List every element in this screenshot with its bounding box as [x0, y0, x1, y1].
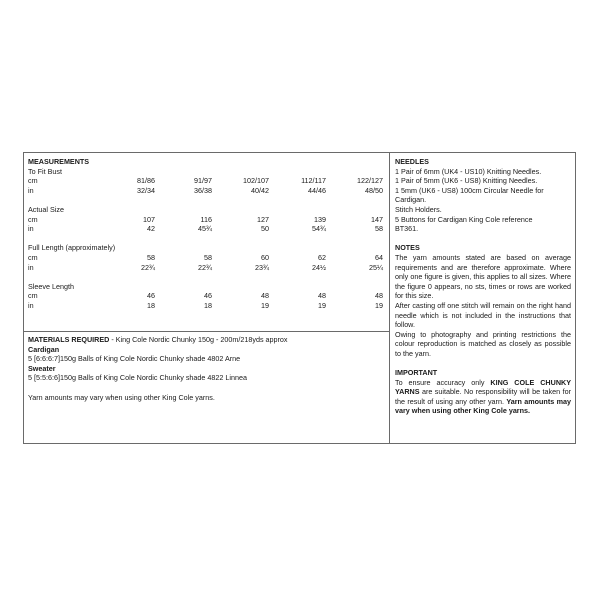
row-value: 36/38: [194, 185, 212, 195]
row-value: 48: [261, 291, 269, 301]
row-value: 58: [147, 252, 155, 262]
measurements-section: [28, 157, 384, 311]
row-label: in: [28, 185, 34, 195]
row-label: cm: [28, 291, 38, 301]
row-value: 45¾: [198, 224, 212, 234]
measurement-group-full-length: [28, 243, 384, 272]
notes-title: NOTES: [395, 243, 420, 253]
measurement-group-sleeve-length: [28, 282, 384, 311]
measurement-row: [28, 253, 384, 263]
notes-paragraph: After casting off one stitch will remain on the right hand needle which is not included in the instructions that follow.: [395, 300, 571, 330]
row-divider: [24, 331, 389, 332]
row-label: in: [28, 224, 34, 234]
measurement-group-actual-size: [28, 205, 384, 234]
needles-line: 1 5mm (UK6 - US8) 100cm Circular Needle for: [395, 185, 544, 195]
row-value: 48: [375, 291, 383, 301]
row-value: 25¼: [369, 262, 383, 272]
important-title: IMPORTANT: [395, 368, 438, 378]
row-value: 40/42: [251, 185, 269, 195]
row-value: 102/107: [243, 176, 269, 186]
cardigan-label: Cardigan: [28, 344, 60, 354]
sweater-text: 5 [5:5:6:6]150g Balls of King Cole Nordic Chunky shade 4822 Linnea: [28, 373, 247, 383]
row-value: 48: [318, 291, 326, 301]
notes-paragraph: The yarn amounts stated are based on average requirements and are therefore approximate. Where only one figure is given, this applies to all sizes. Where the figure 0 appears, no sts, times or rows are worked for this size.: [395, 252, 571, 301]
measurements-title: MEASUREMENTS: [28, 157, 90, 166]
row-value: 42: [147, 224, 155, 234]
row-value: 122/127: [357, 176, 383, 186]
measurement-row: [28, 176, 384, 186]
row-label: in: [28, 262, 34, 272]
measurement-row: [28, 291, 384, 301]
measurement-row: [28, 186, 384, 196]
measurement-group-to-fit-bust: [28, 167, 384, 196]
important-brand: KING COLE CHUNKY YARNS: [395, 377, 571, 397]
row-value: 139: [314, 214, 326, 224]
needles-line: 5 Buttons for Cardigan King Cole reference: [395, 214, 533, 224]
row-value: 46: [147, 291, 155, 301]
notes-paragraph: Owing to photography and printing restrictions the colour reproduction is matched as closely as possible to the yarn.: [395, 329, 571, 358]
measurement-row: [28, 224, 384, 234]
pattern-info-table: [23, 152, 576, 444]
needles-line: Cardigan.: [395, 195, 427, 205]
needles-line: 1 Pair of 6mm (UK4 - US10) Knitting Needles.: [395, 166, 542, 176]
row-value: 127: [257, 214, 269, 224]
measurement-row: [28, 215, 384, 225]
row-value: 58: [204, 252, 212, 262]
materials-note: Yarn amounts may vary when using other King Cole yarns.: [28, 392, 215, 402]
important-warning: Yarn amounts may vary when using other King Cole yarns.: [395, 396, 571, 416]
measurement-row: [28, 263, 384, 273]
row-value: 24½: [312, 262, 326, 272]
row-value: 44/46: [308, 185, 326, 195]
row-value: 46: [204, 291, 212, 301]
row-value: 22¾: [198, 262, 212, 272]
row-value: 22¾: [141, 262, 155, 272]
row-value: 64: [375, 252, 383, 262]
group-title: Actual Size: [28, 204, 64, 214]
row-value: 147: [371, 214, 383, 224]
row-value: 116: [200, 214, 212, 224]
column-divider: [389, 153, 390, 443]
group-title: Sleeve Length: [28, 281, 74, 291]
row-label: cm: [28, 252, 38, 262]
row-value: 19: [375, 300, 383, 310]
row-value: 19: [318, 300, 326, 310]
row-value: 91/97: [194, 176, 212, 186]
row-label: cm: [28, 176, 38, 186]
row-value: 112/117: [301, 176, 326, 186]
needles-title: NEEDLES: [395, 157, 429, 166]
important-text: To ensure accuracy only: [395, 377, 491, 387]
row-value: 18: [204, 300, 212, 310]
materials-heading: [28, 335, 384, 345]
important-text: are suitable. No responsibility will be taken for the result of using any other yarn.: [395, 387, 571, 406]
group-title: To Fit Bust: [28, 166, 62, 176]
measurement-row: [28, 301, 384, 311]
row-value: 81/86: [137, 176, 155, 186]
row-label: cm: [28, 214, 38, 224]
row-value: 18: [147, 300, 155, 310]
needles-line: Stitch Holders.: [395, 204, 442, 214]
row-value: 62: [318, 252, 326, 262]
row-value: 32/34: [137, 185, 155, 195]
needles-line: BT361.: [395, 224, 419, 234]
cardigan-text: 5 [6:6:6:7]150g Balls of King Cole Nordic Chunky shade 4802 Arne: [28, 354, 241, 364]
group-title: Full Length (approximately): [28, 243, 116, 253]
materials-title-suffix: - King Cole Nordic Chunky 150g - 200m/218yds approx: [109, 335, 288, 344]
row-value: 54¾: [312, 224, 326, 234]
row-value: 50: [261, 224, 269, 234]
important-paragraph: [395, 378, 571, 416]
row-value: 48/50: [365, 185, 383, 195]
needles-line: 1 Pair of 5mm (UK6 - US8) Knitting Needles.: [395, 176, 538, 186]
row-value: 23¾: [255, 262, 269, 272]
row-value: 58: [375, 224, 383, 234]
row-label: in: [28, 300, 34, 310]
row-value: 107: [143, 214, 155, 224]
materials-title: MATERIALS REQUIRED: [28, 335, 110, 344]
sweater-label: Sweater: [28, 363, 56, 373]
row-value: 60: [261, 252, 269, 262]
right-column: [395, 157, 571, 416]
row-value: 19: [261, 300, 269, 310]
materials-section: [28, 335, 384, 402]
